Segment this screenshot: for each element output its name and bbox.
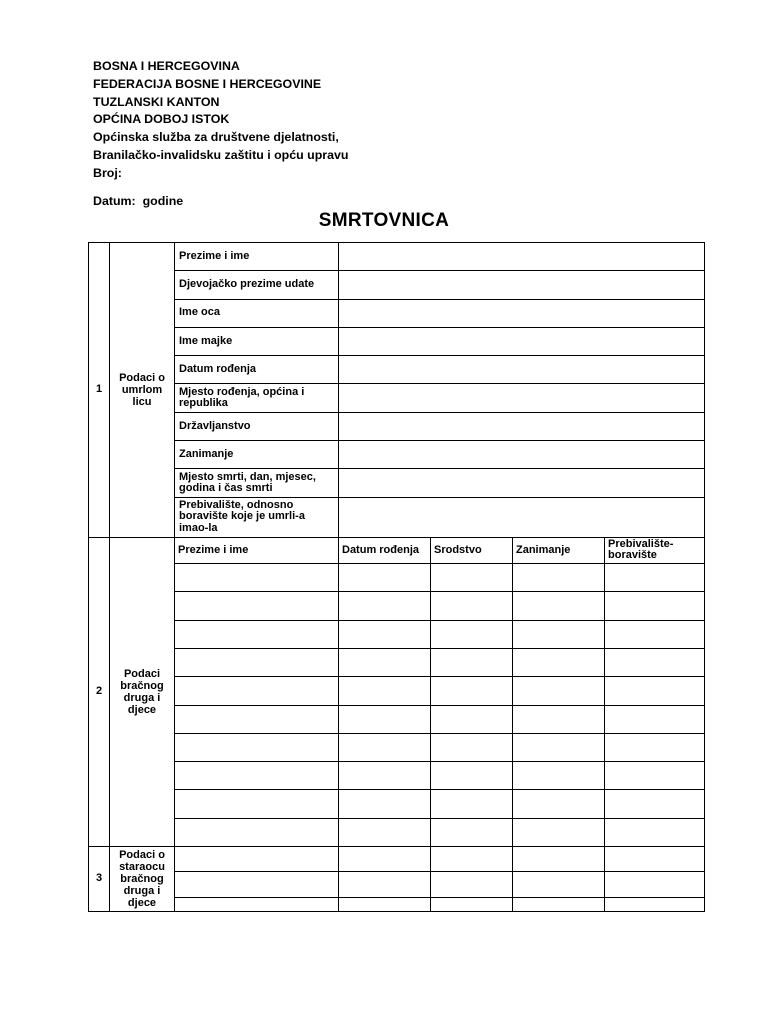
issuer-header bbox=[93, 58, 348, 183]
family-cell[interactable] bbox=[175, 762, 339, 790]
guardian-cell[interactable] bbox=[175, 847, 339, 872]
guardian-cell[interactable] bbox=[605, 897, 705, 911]
header-line-service: Općinska služba za društvene djelatnosti, bbox=[93, 130, 339, 145]
document-title: SMRTOVNICA bbox=[318, 210, 450, 231]
field-label-occupation: Zanimanje bbox=[175, 441, 339, 469]
family-cell[interactable] bbox=[431, 762, 513, 790]
column-header-occupation: Zanimanje bbox=[513, 537, 605, 563]
family-cell[interactable] bbox=[605, 818, 705, 846]
guardian-cell[interactable] bbox=[339, 897, 431, 911]
field-label-residence: Prebivalište, odnosno boravište koje je umrli-a imao-la bbox=[175, 497, 339, 537]
family-row bbox=[89, 762, 705, 790]
field-label-death-place-time: Mjesto smrti, dan, mjesec, godina i čas smrti bbox=[175, 469, 339, 497]
family-row bbox=[89, 733, 705, 761]
guardian-cell[interactable] bbox=[605, 872, 705, 897]
section-2-number: 2 bbox=[89, 537, 110, 846]
deceased-row bbox=[89, 271, 705, 299]
guardian-cell[interactable] bbox=[513, 897, 605, 911]
guardian-cell[interactable] bbox=[431, 897, 513, 911]
header-line-number: Broj: bbox=[93, 165, 122, 180]
guardian-cell[interactable] bbox=[175, 897, 339, 911]
family-row bbox=[89, 564, 705, 592]
field-value-surname-name[interactable] bbox=[339, 243, 705, 271]
family-cell[interactable] bbox=[431, 648, 513, 676]
deceased-row bbox=[89, 299, 705, 327]
guardian-cell[interactable] bbox=[513, 847, 605, 872]
family-row bbox=[89, 648, 705, 676]
family-cell[interactable] bbox=[339, 677, 431, 705]
death-certificate-form bbox=[88, 242, 705, 912]
family-cell[interactable] bbox=[605, 762, 705, 790]
family-cell[interactable] bbox=[513, 620, 605, 648]
family-cell[interactable] bbox=[513, 592, 605, 620]
family-cell[interactable] bbox=[175, 733, 339, 761]
family-cell[interactable] bbox=[513, 790, 605, 818]
field-value-death-place-time[interactable] bbox=[339, 469, 705, 497]
guardian-cell[interactable] bbox=[339, 847, 431, 872]
field-label-mother-name: Ime majke bbox=[175, 327, 339, 355]
header-line-municipality: OPĆINA DOBOJ ISTOK bbox=[93, 112, 230, 127]
field-value-occupation[interactable] bbox=[339, 441, 705, 469]
family-cell[interactable] bbox=[431, 677, 513, 705]
family-cell[interactable] bbox=[175, 705, 339, 733]
family-cell[interactable] bbox=[431, 620, 513, 648]
deceased-row bbox=[89, 243, 705, 271]
deceased-row bbox=[89, 384, 705, 412]
family-cell[interactable] bbox=[339, 818, 431, 846]
guardian-row bbox=[89, 847, 705, 872]
family-cell[interactable] bbox=[431, 592, 513, 620]
family-cell[interactable] bbox=[431, 818, 513, 846]
date-line: Datum: godine bbox=[93, 194, 184, 208]
family-cell[interactable] bbox=[175, 818, 339, 846]
field-value-birth-place[interactable] bbox=[339, 384, 705, 412]
family-cell[interactable] bbox=[605, 790, 705, 818]
family-cell[interactable] bbox=[605, 620, 705, 648]
header-line-country: BOSNA I HERCEGOVINA bbox=[93, 59, 240, 73]
column-header-birth-date: Datum rođenja bbox=[339, 537, 431, 563]
family-cell[interactable] bbox=[513, 564, 605, 592]
family-cell[interactable] bbox=[431, 790, 513, 818]
field-value-citizenship[interactable] bbox=[339, 412, 705, 440]
family-row bbox=[89, 620, 705, 648]
field-label-birth-place: Mjesto rođenja, općina i republika bbox=[175, 384, 339, 412]
family-cell[interactable] bbox=[339, 790, 431, 818]
family-cell[interactable] bbox=[339, 705, 431, 733]
family-cell[interactable] bbox=[431, 564, 513, 592]
deceased-row bbox=[89, 469, 705, 497]
family-cell[interactable] bbox=[339, 648, 431, 676]
family-cell[interactable] bbox=[339, 564, 431, 592]
guardian-cell[interactable] bbox=[431, 872, 513, 897]
guardian-cell[interactable] bbox=[339, 872, 431, 897]
family-cell[interactable] bbox=[605, 733, 705, 761]
family-cell[interactable] bbox=[605, 705, 705, 733]
header-line-department: Branilačko-invalidsku zaštitu i opću upravu bbox=[93, 147, 349, 162]
guardian-cell[interactable] bbox=[175, 872, 339, 897]
guardian-row bbox=[89, 897, 705, 911]
deceased-row bbox=[89, 356, 705, 384]
family-cell[interactable] bbox=[513, 677, 605, 705]
guardian-row bbox=[89, 872, 705, 897]
header-line-federation: FEDERACIJA BOSNE I HERCEGOVINE bbox=[93, 76, 322, 91]
family-row bbox=[89, 818, 705, 846]
deceased-row bbox=[89, 327, 705, 355]
family-cell[interactable] bbox=[339, 620, 431, 648]
field-value-father-name[interactable] bbox=[339, 299, 705, 327]
section-2-label: Podaci bračnog druga i djece bbox=[110, 537, 175, 846]
field-value-residence[interactable] bbox=[339, 497, 705, 537]
section-3-number: 3 bbox=[89, 847, 110, 912]
family-cell[interactable] bbox=[175, 592, 339, 620]
family-cell[interactable] bbox=[339, 762, 431, 790]
field-label-maiden-name: Djevojačko prezime udate bbox=[175, 271, 339, 299]
field-value-birth-date[interactable] bbox=[339, 356, 705, 384]
section-1-number: 1 bbox=[89, 243, 110, 538]
family-cell[interactable] bbox=[339, 592, 431, 620]
family-cell[interactable] bbox=[513, 733, 605, 761]
family-cell[interactable] bbox=[175, 677, 339, 705]
field-label-father-name: Ime oca bbox=[175, 299, 339, 327]
family-cell[interactable] bbox=[175, 564, 339, 592]
family-cell[interactable] bbox=[431, 733, 513, 761]
family-row bbox=[89, 592, 705, 620]
guardian-cell[interactable] bbox=[513, 872, 605, 897]
column-header-residence: Prebivalište-boravište bbox=[605, 537, 705, 563]
family-cell[interactable] bbox=[513, 648, 605, 676]
family-cell[interactable] bbox=[339, 733, 431, 761]
family-cell[interactable] bbox=[175, 648, 339, 676]
family-cell[interactable] bbox=[431, 705, 513, 733]
family-header-row bbox=[89, 537, 705, 563]
family-cell[interactable] bbox=[513, 818, 605, 846]
field-value-mother-name[interactable] bbox=[339, 327, 705, 355]
family-cell[interactable] bbox=[175, 790, 339, 818]
guardian-cell[interactable] bbox=[431, 847, 513, 872]
family-cell[interactable] bbox=[175, 620, 339, 648]
column-header-relationship: Srodstvo bbox=[431, 537, 513, 563]
field-label-surname-name: Prezime i ime bbox=[175, 243, 339, 271]
deceased-row bbox=[89, 441, 705, 469]
header-line-canton: TUZLANSKI KANTON bbox=[93, 94, 220, 109]
family-cell[interactable] bbox=[513, 705, 605, 733]
deceased-row bbox=[89, 497, 705, 537]
family-row bbox=[89, 677, 705, 705]
field-value-maiden-name[interactable] bbox=[339, 271, 705, 299]
family-row bbox=[89, 790, 705, 818]
field-label-birth-date: Datum rođenja bbox=[175, 356, 339, 384]
family-cell[interactable] bbox=[605, 648, 705, 676]
deceased-row bbox=[89, 412, 705, 440]
family-cell[interactable] bbox=[605, 677, 705, 705]
family-row bbox=[89, 705, 705, 733]
family-cell[interactable] bbox=[513, 762, 605, 790]
guardian-cell[interactable] bbox=[605, 847, 705, 872]
field-label-citizenship: Državljanstvo bbox=[175, 412, 339, 440]
column-header-surname-name: Prezime i ime bbox=[175, 537, 339, 563]
section-1-label: Podaci o umrlom licu bbox=[110, 243, 175, 538]
family-cell[interactable] bbox=[605, 592, 705, 620]
family-cell[interactable] bbox=[605, 564, 705, 592]
section-3-label: Podaci o staraocu bračnog druga i djece bbox=[110, 847, 175, 912]
